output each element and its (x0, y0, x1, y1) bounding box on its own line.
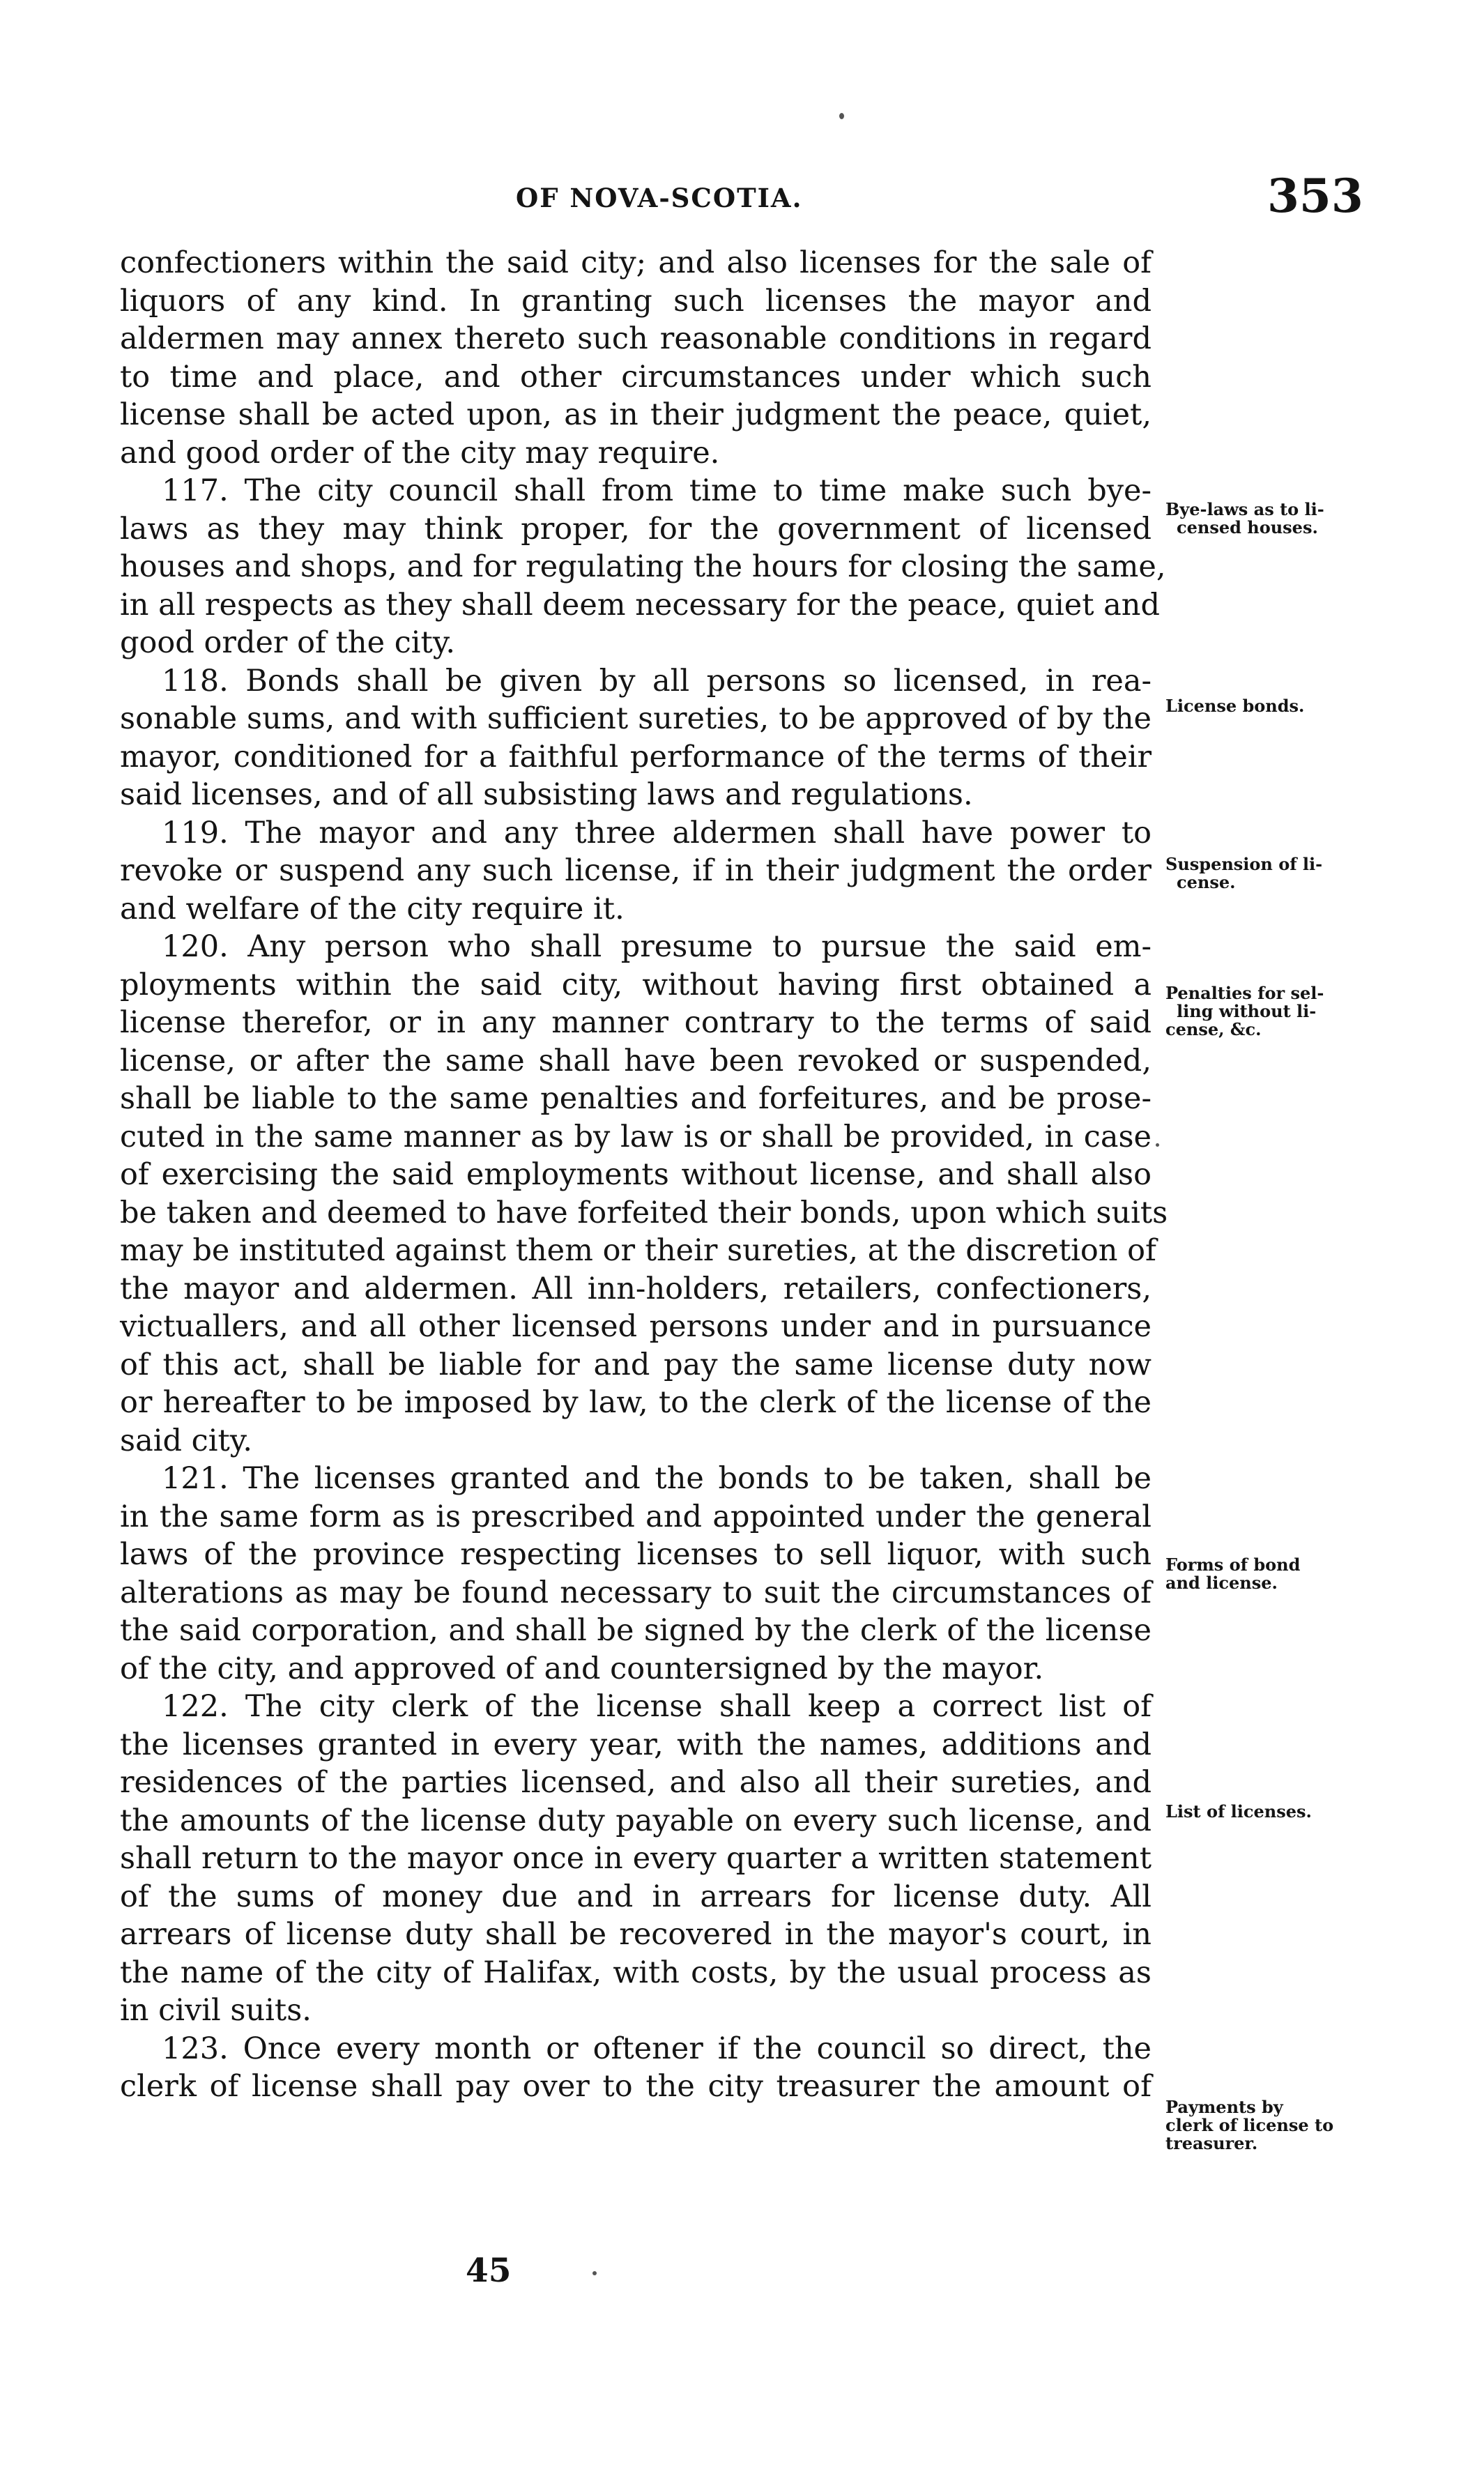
margin-note-line: Penalties for sel- (1165, 983, 1324, 1003)
text-line: houses and shops, and for regulating the hours for closing the same, (120, 549, 1166, 584)
text-line: alterations as may be found necessary to suit the circumstances of (120, 1575, 1152, 1610)
text-line: the said corporation, and shall be signed by the clerk of the license (120, 1613, 1152, 1648)
margin-note-line: treasurer. (1165, 2133, 1258, 2153)
text-line: license shall be acted upon, as in their judgment the peace, quiet, (120, 397, 1152, 432)
text-line: laws as they may think proper, for the government of licensed (120, 511, 1152, 547)
text-line: and welfare of the city require it. (120, 891, 625, 926)
scan-speck (592, 2271, 597, 2275)
text-line: cuted in the same manner as by law is or shall be provided, in case (120, 1119, 1152, 1154)
margin-note-line: License bonds. (1165, 696, 1305, 716)
text-line: victuallers, and all other licensed persons under and in pursuance (120, 1309, 1152, 1344)
signature-mark: 45 (466, 2252, 512, 2290)
text-line: may be instituted against them or their sureties, at the discretion of (120, 1233, 1156, 1268)
text-line: or hereafter to be imposed by law, to the clerk of the license of the (120, 1385, 1152, 1420)
margin-note-line: cense, &c. (1165, 1019, 1262, 1039)
section-122-start: 122. The city clerk of the license shall keep a correct list of (162, 1689, 1152, 1724)
text-line: the licenses granted in every year, with the names, additions and (120, 1727, 1152, 1762)
margin-note-line: Forms of bond (1165, 1555, 1301, 1575)
text-line: to time and place, and other circumstances under which such (120, 359, 1152, 395)
section-117-start: 117. The city council shall from time to time make such bye- (162, 473, 1152, 508)
text-line: of the sums of money due and in arrears for license duty. All (120, 1879, 1152, 1914)
text-line: said city. (120, 1423, 253, 1458)
margin-note-line: Suspension of li- (1165, 854, 1323, 874)
text-line: revoke or suspend any such license, if in their judgment the order (120, 853, 1152, 888)
text-line: sonable sums, and with sufficient sureties, to be approved of by the (120, 701, 1152, 736)
margin-note-payments (1165, 2098, 1375, 2153)
margin-note-suspension (1165, 855, 1375, 892)
text-line: of this act, shall be liable for and pay the same license duty now (120, 1347, 1152, 1382)
section-118-start: 118. Bonds shall be given by all persons so licensed, in rea- (162, 663, 1152, 698)
margin-note-line: ling without li- (1177, 1001, 1317, 1021)
running-title: OF NOVA-SCOTIA. (516, 183, 803, 213)
margin-note-bye-laws (1165, 501, 1375, 537)
scan-speck (1156, 1143, 1159, 1147)
margin-note-line: Bye-laws as to li- (1165, 499, 1324, 519)
margin-note-license-bonds (1165, 697, 1375, 715)
margin-note-line: clerk of license to (1165, 2115, 1334, 2135)
section-120-start: 120. Any person who shall presume to pursue the said em- (162, 929, 1152, 964)
margin-note-line: censed houses. (1177, 517, 1318, 537)
text-line: in the same form as is prescribed and appointed under the general (120, 1499, 1152, 1534)
section-121-start: 121. The licenses granted and the bonds to be taken, shall be (162, 1461, 1152, 1496)
text-line: of exercising the said employments without license, and shall also (120, 1157, 1152, 1192)
margin-note-line: cense. (1177, 872, 1236, 892)
text-line: be taken and deemed to have forfeited their bonds, upon which suits (120, 1195, 1168, 1230)
margin-note-list-of-licenses (1165, 1803, 1375, 1821)
text-line: and good order of the city may require. (120, 435, 720, 471)
text-line: residences of the parties licensed, and also all their sureties, and (120, 1765, 1152, 1800)
body-text (120, 244, 1168, 2106)
page-number: 353 (1267, 169, 1363, 223)
margin-note-penalties (1165, 984, 1375, 1039)
text-line: aldermen may annex thereto such reasonable conditions in regard (120, 321, 1152, 356)
margin-note-line: List of licenses. (1165, 1801, 1312, 1822)
text-line: clerk of license shall pay over to the city treasurer the amount of (120, 2069, 1152, 2104)
text-line: of the city, and approved of and countersigned by the mayor. (120, 1651, 1044, 1686)
text-line: shall return to the mayor once in every quarter a written statement (120, 1841, 1152, 1876)
scan-speck (839, 113, 844, 119)
section-123-start: 123. Once every month or oftener if the council so direct, the (162, 2031, 1152, 2066)
text-line: shall be liable to the same penalties and forfeitures, and be prose- (120, 1081, 1152, 1116)
margin-note-line: Payments by (1165, 2097, 1283, 2117)
text-line: good order of the city. (120, 625, 456, 660)
text-line: the amounts of the license duty payable on every such license, and (120, 1803, 1152, 1838)
text-line: arrears of license duty shall be recovered in the mayor's court, in (120, 1917, 1152, 1952)
text-line: the mayor and aldermen. All inn-holders, retailers, confectioners, (120, 1271, 1152, 1306)
text-line: license therefor, or in any manner contrary to the terms of said (120, 1005, 1152, 1040)
section-119-start: 119. The mayor and any three aldermen shall have power to (162, 815, 1152, 850)
margin-note-line: and license. (1165, 1573, 1278, 1593)
text-line: laws of the province respecting licenses to sell liquor, with such (120, 1537, 1152, 1572)
text-line: license, or after the same shall have been revoked or suspended, (120, 1043, 1152, 1078)
text-line: mayor, conditioned for a faithful performance of the terms of their (120, 739, 1152, 774)
text-line: ployments within the said city, without having first obtained a (120, 967, 1152, 1002)
text-line: in all respects as they shall deem necessary for the peace, quiet and (120, 587, 1161, 623)
text-line: the name of the city of Halifax, with costs, by the usual process as (120, 1955, 1152, 1990)
text-line: in civil suits. (120, 1993, 312, 2028)
text-line: confectioners within the said city; and also licenses for the sale of (120, 245, 1152, 280)
margin-note-forms-of-bond (1165, 1556, 1375, 1592)
text-line: liquors of any kind. In granting such licenses the mayor and (120, 283, 1152, 319)
text-line: said licenses, and of all subsisting laws and regulations. (120, 777, 973, 812)
